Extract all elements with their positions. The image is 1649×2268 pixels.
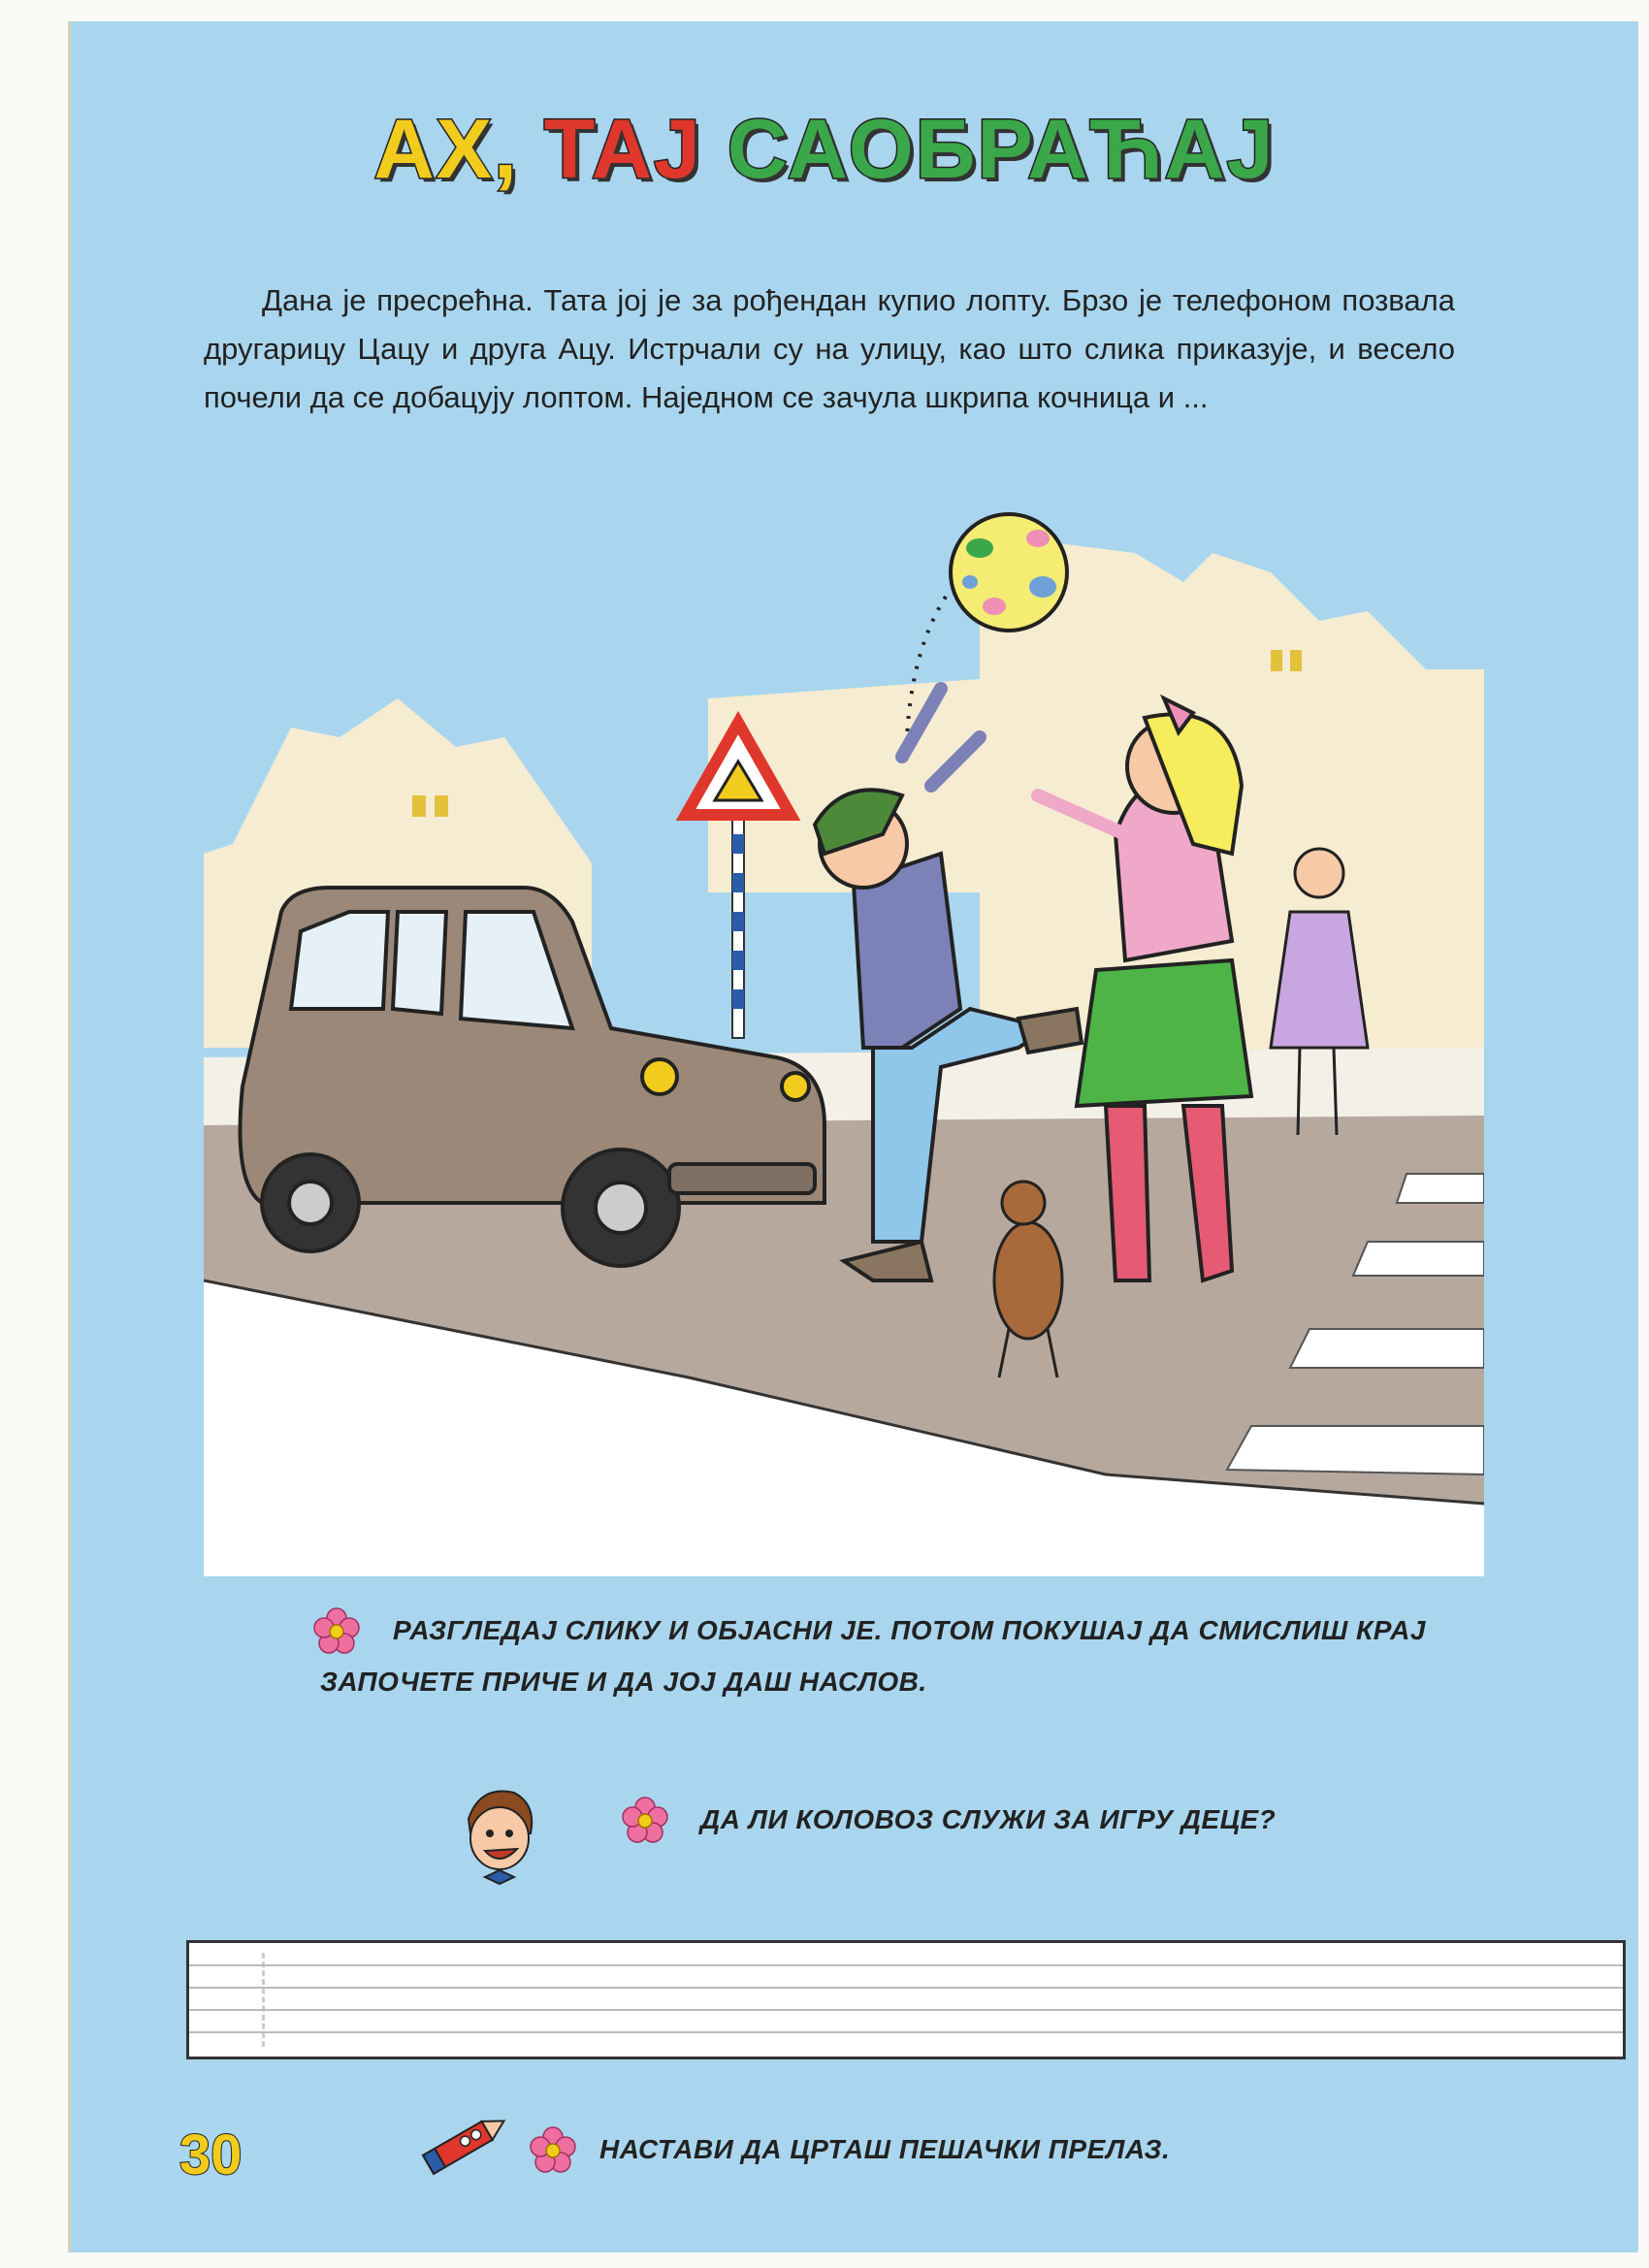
street-scene-illustration xyxy=(204,504,1484,1576)
title-word-2: ТАЈ xyxy=(543,103,702,196)
ball xyxy=(951,514,1067,631)
page-title xyxy=(0,102,1649,198)
story-paragraph: Дана је пресрећна. Тата јој је за рођендан купио лопту. Брзо је телефоном позвала другарицу Цацу и друга Ацу. Истрчали су на улицу, као што слика приказује, и весело почели да се добацују лоптом. Наједном се зачула шкрипа кочница и ... xyxy=(204,283,1455,414)
pencil-icon xyxy=(412,2098,519,2186)
instruction-describe-picture-line2: ЗАПОЧЕТЕ ПРИЧЕ И ДА ЈОЈ ДАШ НАСЛОВ. xyxy=(320,1667,927,1697)
flower-icon xyxy=(312,1607,361,1656)
page-number: 30 xyxy=(179,2123,242,2187)
instruction-describe-picture-line1: РАЗГЛЕДАЈ СЛИКУ И ОБЈАСНИ ЈЕ. ПОТОМ ПОКУШАЈ ДА СМИСЛИШ КРАЈ xyxy=(393,1615,1426,1645)
flower-icon xyxy=(529,2126,577,2175)
title-word-3: САОБРАЋАЈ xyxy=(727,103,1276,196)
flower-icon xyxy=(621,1797,669,1845)
instruction-draw-crosswalk: НАСТАВИ ДА ЦРТАШ ПЕШАЧКИ ПРЕЛАЗ. xyxy=(599,2134,1171,2164)
boy-face-icon xyxy=(461,1785,538,1887)
title-word-1: АХ, xyxy=(373,103,519,196)
instruction-road-question: ДА ЛИ КОЛОВОЗ СЛУЖИ ЗА ИГРУ ДЕЦЕ? xyxy=(700,1804,1277,1834)
crosswalk-drawing-area[interactable] xyxy=(186,1940,1626,2059)
